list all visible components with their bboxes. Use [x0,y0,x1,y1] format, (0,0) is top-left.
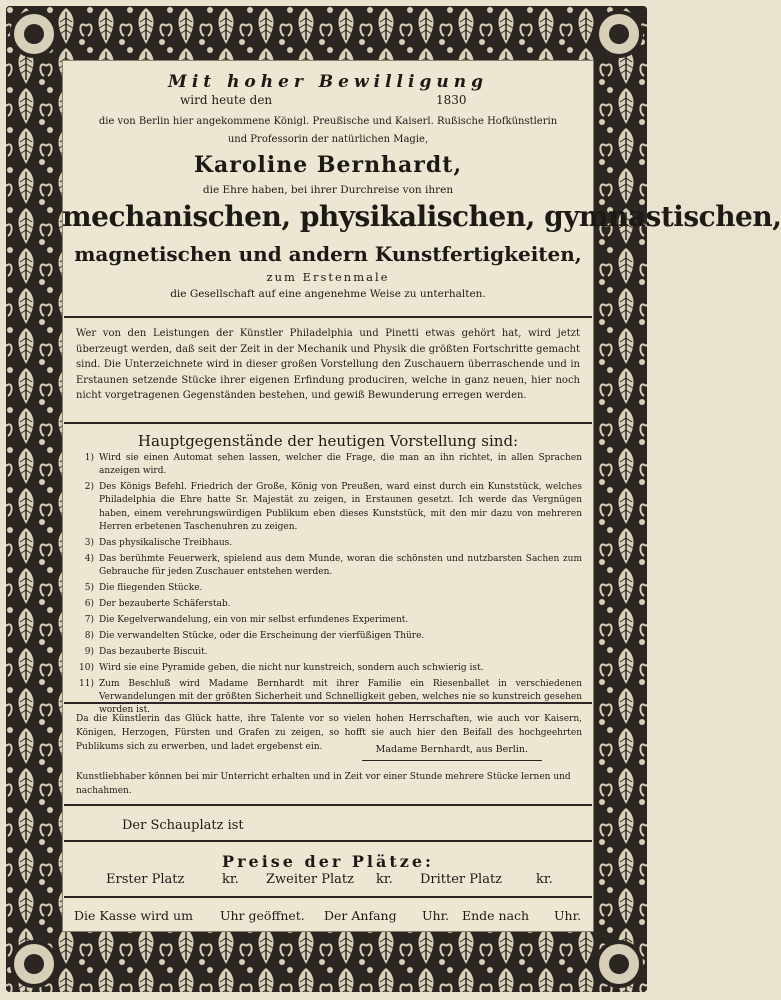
program-item-number: 6) [84,599,94,610]
program-item-number: 8) [84,631,94,642]
performer-name: Karoline Bernhardt, [193,152,463,178]
heading-year: 1830 [436,93,467,107]
program-item-text: Wird sie einen Automat sehen lassen, welcher die Frage, die man an ihn richtet, in allen Sprachen anzeigen wird. [99,453,582,477]
end-label: Ende nach [462,908,530,923]
price-unit: kr. [536,872,553,887]
program-item-text: Das physikalische Treibhaus. [99,537,233,548]
heading-origin: die von Berlin hier angekommene Königl. Preußische und Kaiserl. Rußische Hofkünstlerin [98,116,558,127]
intro-paragraph: Wer von den Leistungen der Künstler Philadelphia und Pinetti etwas gehört hat, wird jetzt überzeugt werden, daß seit der Zeit in der Mechanik und Physik die größten Fortschritte gemacht sind. Die Unterzeichnete wird in dieser großen Vorstellung den Zuschauern überraschende und in Erstaunen setzende Stücke ihrer eigenen Erfindung produciren, welche in ganz neuen, hier noch nicht vorgetragenen Gegenständen bestehen, und gewiß Bewunderung erregen werden. [76,328,580,401]
program-item-text: Die fliegenden Stücke. [99,583,203,594]
end-uhr: Uhr. [554,908,582,923]
program-item-text: Das berühmte Feuerwerk, spielend aus dem Munde, woran die schönsten und nutzbarsten Sachen zum Gebrauche für jeden Zuschauer entstehen werden. [99,553,582,578]
program-item [72,598,582,611]
start-label: Der Anfang [324,908,397,923]
heading-profession: und Professorin der natürlichen Magie, [227,134,429,145]
program-item-number: 3) [84,537,94,548]
prices-title: Preise der Plätze: [222,852,434,871]
program-item-number: 7) [84,615,94,626]
program-item [72,452,582,478]
invitation-note: Da die Künstlerin das Glück hatte, ihre Talente vor so vielen hohen Herrschaften, wie auch vor Kaisern, Königen, Herzogen, Fürsten und Grafen zu zeigen, so hofft sie auch hier den Beifall des hochgeehrten Publikums sich zu erwerben, und ladet ergebenst ein. [76,714,582,752]
program-item-text: Der bezauberte Schäferstab. [99,599,231,610]
divider [64,422,592,424]
box-office-uhr: Uhr geöffnet. [220,908,305,923]
program-item [72,614,582,627]
program-item-number: 1) [84,453,94,463]
venue-line: Der Schauplatz ist [122,818,244,833]
program-item-number: 9) [84,647,94,658]
program-item-text: Die Kegelverwandelung, ein von mir selbst erfundenes Experiment. [99,615,409,626]
lessons-note: Kunstliebhaber können bei mir Unterricht erhalten und in Zeit vor einer Stunde mehrere Stücke lernen und nachahmen. [76,772,571,796]
program-title: Hauptgegenstände der heutigen Vorstellung sind: [137,432,519,450]
program-item-number: 4) [84,553,94,564]
start-uhr: Uhr. [422,908,450,923]
price-second: Zweiter Platz [266,872,355,887]
program-item [72,646,582,659]
heading-first-time: zum Erstenmale [266,270,390,284]
divider [64,316,592,318]
program-item-text: Das bezauberte Biscuit. [99,647,208,658]
poster-body [62,60,781,932]
program-item [72,662,582,675]
divider [64,896,592,898]
program-item-text: Zum Beschluß wird Madame Bernhardt mit ihrer Familie ein Riesenballet in verschiedenen Verwandelungen mit der größten Sicherheit und Schnelligkeit geben, welches nie so kunstreich gesehen worden ist. [99,679,582,716]
program-item [72,481,582,534]
price-third: Dritter Platz [420,872,503,887]
program-item [72,553,582,579]
program-item-text: Wird sie eine Pyramide geben, die nicht nur kunstreich, sondern auch schwierig ist. [99,663,484,674]
program-item-text: Des Königs Befehl. Friedrich der Große, König von Preußen, ward einst durch ein Kunststück, welches Philadelphia die Ehre hatte Sr. Majestät zu zeigen, in Erstaunen gesetzt. Ich werde das Vergnügen haben, einem verehrungswürdigen Publikum eben dieses Kunststück, mit den mir dazu von mehreren Herren erbetenen Taschenuhren zu zeigen. [99,482,582,532]
heading-entertain: die Gesellschaft auf eine angenehme Weise zu unterhalten. [170,288,486,300]
program-item [72,537,582,550]
program-item [72,630,582,643]
program-item-number: 10) [79,663,94,674]
program-item [72,582,582,595]
program-item-number: 5) [84,583,94,594]
signature: Madame Bernhardt, aus Berlin. [375,744,528,755]
box-office-time: Die Kasse wird um [74,908,193,923]
divider [64,840,592,842]
heading-date-text: wird heute den [180,93,273,107]
heading-permission: Mit hoher Bewilligung [168,72,488,92]
price-unit: kr. [376,872,393,887]
headline-arts-2: magnetischen und andern Kunstfertigkeiten, [74,242,582,266]
price-first: Erster Platz [106,872,185,887]
divider [64,804,592,806]
program-item-number: 2) [84,482,94,493]
signature-rule [362,760,542,761]
program-list [72,452,582,720]
program-item-number: 11) [79,679,94,690]
heading-honor: die Ehre haben, bei ihrer Durchreise von ihren [202,184,454,196]
program-item-text: Die verwandelten Stücke, oder die Erscheinung der vierfüßigen Thüre. [99,631,425,642]
price-unit: kr. [222,872,239,887]
headline-arts-1: mechanischen, physikalischen, gymnastischen, [62,200,781,233]
divider [64,702,592,704]
